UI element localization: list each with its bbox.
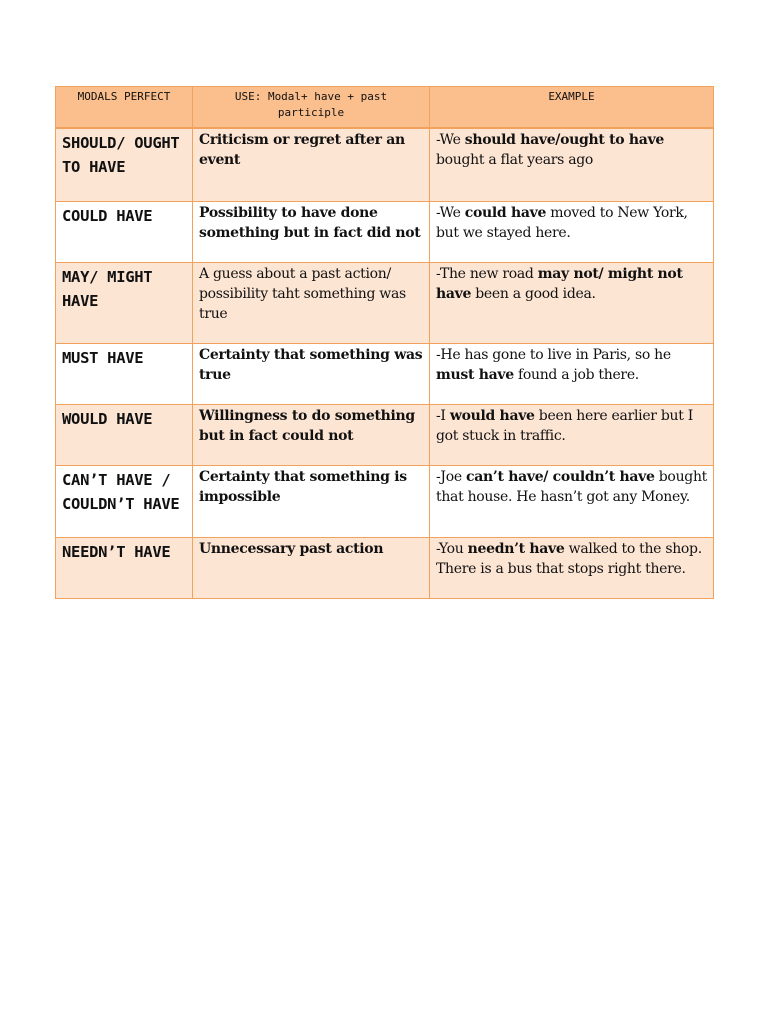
modal-cell: MAY/ MIGHT HAVE — [56, 262, 193, 343]
header-example: EXAMPLE — [430, 87, 714, 129]
use-cell: Possibility to have done something but in fact did not — [193, 201, 430, 262]
example-cell — [430, 128, 714, 201]
modals-perfect-table-container — [55, 86, 713, 599]
example-text: -We — [436, 204, 465, 221]
table-row — [56, 465, 714, 537]
example-text: been here earlier but I got stuck in traffic. — [436, 407, 693, 444]
example-text: -I — [436, 407, 450, 424]
use-cell: Certainty that something is impossible — [193, 465, 430, 537]
example-modal-phrase: needn’t have — [467, 540, 565, 557]
header-modals: MODALS PERFECT — [56, 87, 193, 129]
example-modal-phrase: could have — [464, 204, 547, 221]
table-row — [56, 343, 714, 404]
use-cell: Unnecessary past action — [193, 537, 430, 598]
use-cell: Criticism or regret after an event — [193, 128, 430, 201]
table-row — [56, 262, 714, 343]
example-modal-phrase: would have — [449, 407, 535, 424]
example-modal-phrase: may not/ might not have — [436, 265, 683, 302]
example-cell — [430, 537, 714, 598]
example-text: -We — [436, 132, 465, 148]
use-cell: A guess about a past action/ possibility taht something was true — [193, 262, 430, 343]
table-row — [56, 404, 714, 465]
example-text: -You — [436, 540, 468, 557]
example-text: -Joe — [436, 468, 467, 485]
modal-cell: SHOULD/ OUGHT TO HAVE — [56, 128, 193, 201]
example-text: been a good idea. — [471, 285, 596, 302]
example-cell — [430, 465, 714, 537]
modal-cell: COULD HAVE — [56, 201, 193, 262]
example-text: -He has gone to live in Paris, so he — [436, 346, 671, 363]
example-cell — [430, 343, 714, 404]
example-modal-phrase: should have/ought to have — [464, 132, 665, 148]
example-text: moved to New York, but we stayed here. — [436, 204, 688, 241]
example-text: bought that house. He hasn’t got any Money. — [436, 468, 707, 505]
example-text: bought a flat years ago — [436, 152, 594, 168]
example-modal-phrase: can’t have/ couldn’t have — [466, 468, 655, 485]
example-cell — [430, 201, 714, 262]
example-cell — [430, 404, 714, 465]
modal-cell: CAN’T HAVE / COULDN’T HAVE — [56, 465, 193, 537]
modal-cell: NEEDN’T HAVE — [56, 537, 193, 598]
use-cell: Willingness to do something but in fact could not — [193, 404, 430, 465]
example-modal-phrase: must have — [436, 366, 514, 383]
modals-perfect-table — [55, 86, 714, 599]
table-row — [56, 128, 714, 201]
example-text: -The new road — [436, 265, 538, 282]
header-row — [56, 87, 714, 129]
table-row — [56, 537, 714, 598]
table-row — [56, 201, 714, 262]
example-cell — [430, 262, 714, 343]
example-text: found a job there. — [513, 366, 639, 383]
example-text: walked to the shop. There is a bus that stops right there. — [436, 540, 702, 577]
use-cell: Certainty that something was true — [193, 343, 430, 404]
modal-cell: WOULD HAVE — [56, 404, 193, 465]
modal-cell: MUST HAVE — [56, 343, 193, 404]
header-use: USE: Modal+ have + past participle — [193, 87, 430, 129]
